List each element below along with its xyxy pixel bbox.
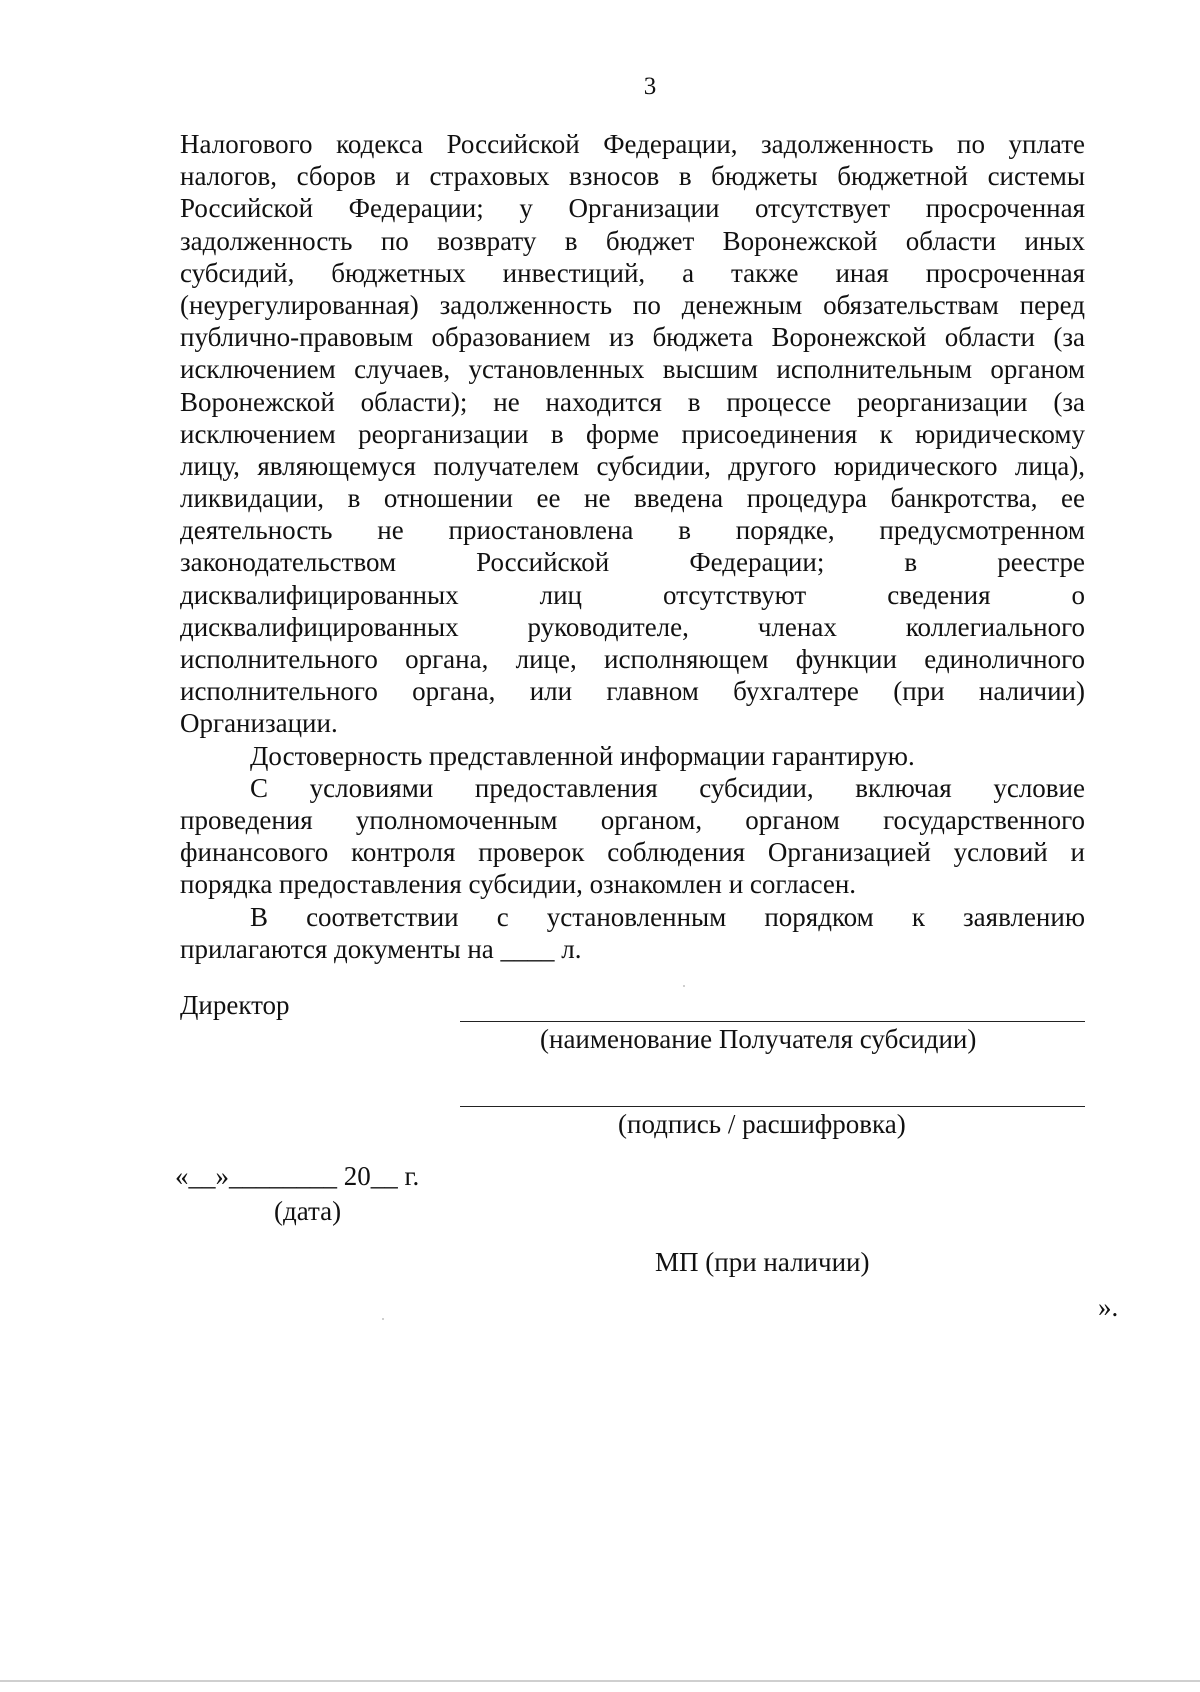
text-line: задолженность по возврату в бюджет Воронежской области иных bbox=[180, 225, 1085, 256]
text-line: Достоверность представленной информации гарантирую. bbox=[250, 740, 915, 771]
text-line: порядка предоставления субсидии, ознакомлен и согласен. bbox=[180, 869, 857, 900]
date-caption: (дата) bbox=[274, 1196, 342, 1226]
scan-speck bbox=[382, 1318, 384, 1320]
page-number: 3 bbox=[643, 73, 657, 100]
text-line: дисквалифицированных руководителе, членах коллегиального bbox=[180, 611, 1085, 642]
text-line: исключением реорганизации в форме присоединения к юридическому bbox=[180, 418, 1085, 449]
text-line: проведения уполномоченным органом, органом государственного bbox=[180, 804, 1085, 835]
stamp-placeholder: МП (при наличии) bbox=[655, 1247, 870, 1277]
text-line: ликвидации, в отношении ее не введена процедура банкротства, ее bbox=[180, 483, 1085, 514]
text-line: Налогового кодекса Российской Федерации, задолженность по уплате bbox=[180, 129, 1085, 159]
text-line: налогов, сборов и страховых взносов в бюджеты бюджетной системы bbox=[180, 161, 1085, 192]
signature-line bbox=[460, 1106, 1085, 1107]
text-line: Воронежской области); не находится в процессе реорганизации (за bbox=[180, 386, 1085, 417]
text-line: деятельность не приостановлена в порядке, предусмотренном bbox=[180, 515, 1085, 546]
text-line: финансового контроля проверок соблюдения Организацией условий и bbox=[180, 837, 1085, 868]
document-body bbox=[180, 128, 1085, 965]
recipient-name-caption: (наименование Получателя субсидии) bbox=[540, 1024, 977, 1054]
text-line: публично-правовым образованием из бюджета Воронежской области (за bbox=[180, 322, 1085, 353]
text-line: субсидий, бюджетных инвестиций, а также иная просроченная bbox=[180, 257, 1085, 288]
text-line: исполнительного органа, лице, исполняющем функции единоличного bbox=[180, 644, 1085, 674]
signature-caption: (подпись / расшифровка) bbox=[618, 1109, 906, 1139]
text-line: (неурегулированная) задолженность по денежным обязательствам перед bbox=[180, 289, 1085, 320]
scan-speck bbox=[683, 985, 685, 987]
text-line: исключением случаев, установленных высшим исполнительным органом bbox=[180, 354, 1085, 385]
text-line: прилагаются документы на ____ л. bbox=[180, 933, 582, 964]
text-line: Организации. bbox=[180, 708, 338, 739]
date-line: «__»________ 20__ г. bbox=[175, 1161, 420, 1191]
text-line: законодательством Российской Федерации; в реестре bbox=[180, 547, 1085, 578]
text-line: Российской Федерации; у Организации отсутствует просроченная bbox=[180, 193, 1085, 224]
text-line: лицу, являющемуся получателем субсидии, другого юридического лица), bbox=[180, 450, 1085, 481]
text-line: дисквалифицированных лиц отсутствуют сведения о bbox=[180, 579, 1085, 610]
text-line: С условиями предоставления субсидии, включая условие bbox=[250, 772, 1085, 803]
text-line: исполнительного органа, или главном бухгалтере (при наличии) bbox=[180, 676, 1085, 707]
director-label: Директор bbox=[180, 990, 290, 1020]
scan-edge-line bbox=[0, 1680, 1200, 1682]
recipient-name-line bbox=[460, 1021, 1085, 1022]
closing-quote: ». bbox=[1098, 1292, 1119, 1322]
text-line: В соответствии с установленным порядком к заявлению bbox=[250, 901, 1085, 932]
